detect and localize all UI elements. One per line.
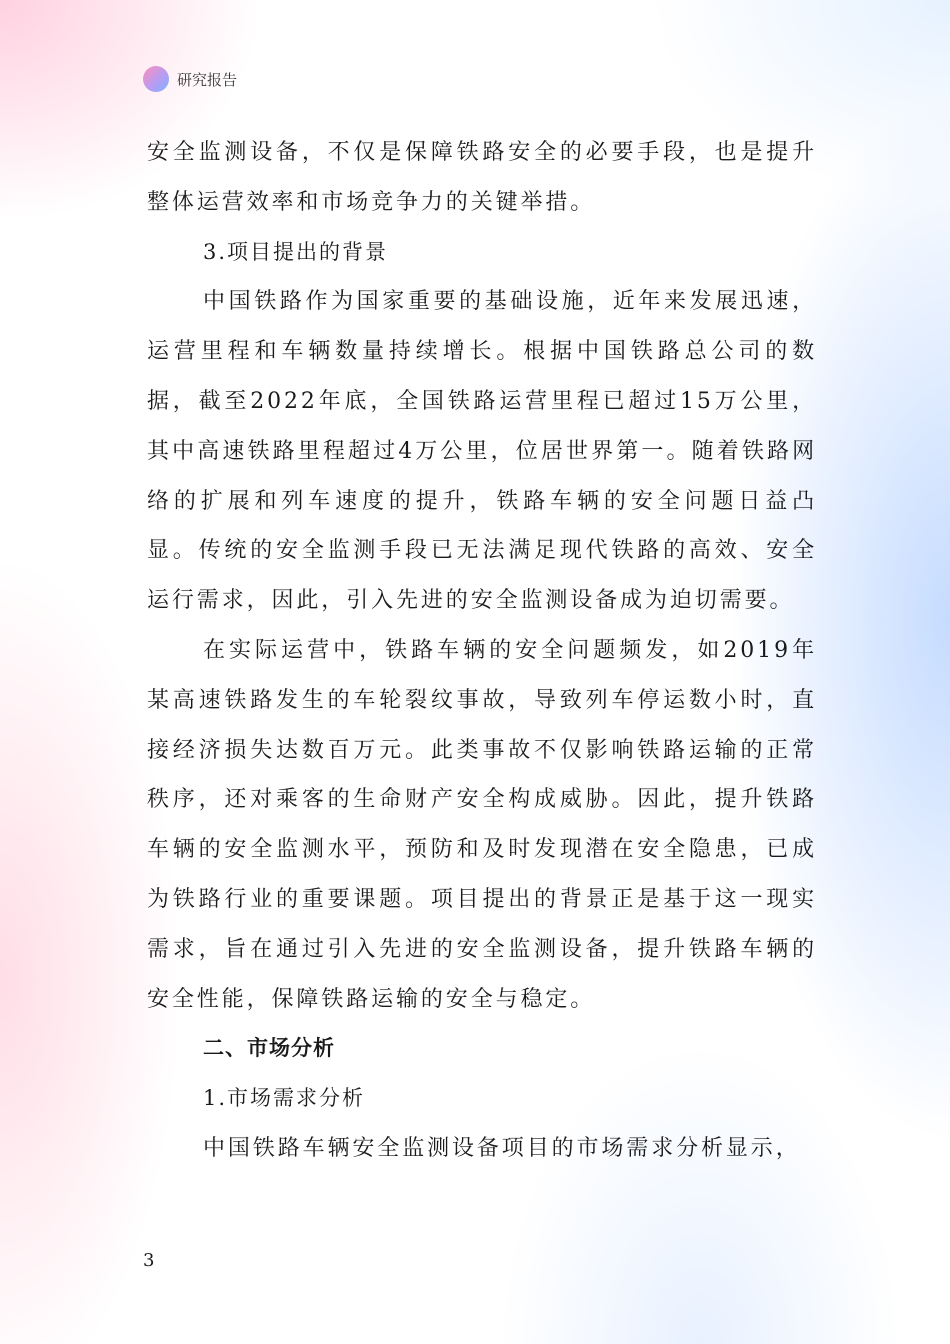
report-logo-icon	[143, 66, 169, 92]
paragraph-background-2: 在实际运营中，铁路车辆的安全问题频发，如2019年某高速铁路发生的车轮裂纹事故，导致列车停运数小时，直接经济损失达数百万元。此类事故不仅影响铁路运输的正常秩序，还对乘客的生命财产安全构成威胁。因此，提升铁路车辆的安全监测水平，预防和及时发现潜在安全隐患，已成为铁路行业的重要课题。项目提出的背景正是基于这一现实需求，旨在通过引入先进的安全监测设备，提升铁路车辆的安全性能，保障铁路运输的安全与稳定。	[147, 637, 817, 1012]
paragraph-market-demand: 中国铁路车辆安全监测设备项目的市场需求分析显示，	[203, 1135, 801, 1161]
chapter-heading-market-analysis: 二、市场分析	[203, 1036, 335, 1061]
page-number: 3	[143, 1250, 155, 1271]
document-body	[147, 128, 817, 1174]
paragraph-intro: 安全监测设备，不仅是保障铁路安全的必要手段，也是提升整体运营效率和市场竞争力的关键举措。	[147, 140, 817, 215]
page-header	[143, 66, 237, 92]
paragraph-background-1: 中国铁路作为国家重要的基础设施，近年来发展迅速，运营里程和车辆数量持续增长。根据中国铁路总公司的数据，截至2022年底，全国铁路运营里程已超过15万公里，其中高速铁路里程超过4万公里，位居世界第一。随着铁路网络的扩展和列车速度的提升，铁路车辆的安全问题日益凸显。传统的安全监测手段已无法满足现代铁路的高效、安全运行需求，因此，引入先进的安全监测设备成为迫切需要。	[147, 289, 817, 614]
section-heading-background: 3.项目提出的背景	[203, 239, 389, 264]
header-title: 研究报告	[177, 70, 238, 89]
section-heading-market-demand: 1.市场需求分析	[203, 1086, 366, 1111]
